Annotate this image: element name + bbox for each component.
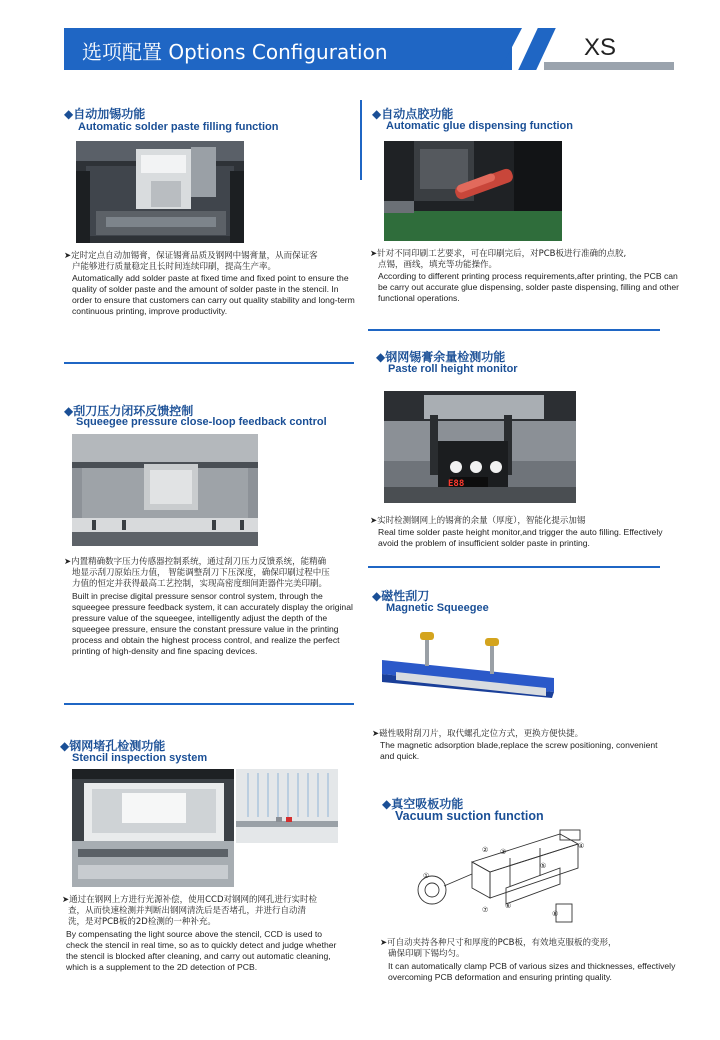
vacuum-callout-1: ① [423, 872, 430, 880]
magnetic-desc-en: The magnetic adsorption blade,replace the screw positioning, convenient and quick. [380, 740, 658, 761]
squeegee-pressure-desc-en: Built in precise digital pressure sensor control system, through the squeegee pressure feedback system, it can accurately display the original pressure value of the squeegee, intelligently adjust the depth of the squeegee pressure, ensure the constant pressure value in the printing process and obtain the highest process control, and realize the perfect printing of high-density and fine spacing devices. [72, 591, 353, 656]
glue-title-en: Automatic glue dispensing function [386, 120, 573, 132]
vacuum-callout-2: ② [482, 846, 489, 854]
column-divider [360, 100, 362, 180]
vacuum-callout-6: ⑥ [505, 902, 512, 910]
vacuum-callout-4: ④ [578, 842, 585, 850]
vacuum-desc-cn-1: ➤可自动夹持各种尺寸和厚度的PCB板，有效地克服板的变形， [380, 938, 617, 948]
squeegee-pressure-title-en: Squeegee pressure close-loop feedback control [76, 416, 327, 428]
stencil-title-en: Stencil inspection system [72, 752, 208, 764]
section-divider [368, 566, 660, 568]
squeegee-pressure-desc-cn-3: 力值的恒定并获得最高工艺控制，实现高密度细间距器件完美印刷。 [72, 579, 328, 589]
solder-fill-desc-cn-1: ➤定时定点自动加锡膏，保证锡膏品质及钢网中锡膏量，从而保证客 [64, 251, 318, 261]
section-divider [368, 329, 660, 331]
vacuum-desc-cn-2: 确保印刷下锡均匀。 [388, 949, 465, 959]
squeegee-pressure-desc-cn-2: 地显示刮刀原始压力值， 智能调整刮刀下压深度，确保印刷过程中压 [72, 568, 330, 578]
vacuum-callout-3: ③ [500, 848, 507, 856]
section-divider [64, 362, 354, 364]
glue-desc-en: According to different printing process requirements,after printing, the PCB can be carry out accurate glue dispensing, solder paste dispensing, filling and other functional operations. [378, 271, 679, 303]
paste-roll-title-en: Paste roll height monitor [388, 363, 518, 375]
stencil-photo [72, 769, 234, 887]
stencil-detection-image [236, 769, 338, 843]
vacuum-title-en: Vacuum suction function [395, 809, 544, 823]
vacuum-callout-8: ⑧ [552, 910, 559, 918]
paste-roll-desc-en: Real time solder paste height monitor,and trigger the auto filling. Effectively avoid the problem of insufficient solder paste in printing. [378, 527, 663, 548]
paste-roll-desc-cn: ➤实时检测钢网上的锡膏的余量（厚度），智能化提示加锡 [370, 516, 586, 526]
vacuum-callout-5: ⑤ [540, 862, 547, 870]
vacuum-title-cn: ◆真空吸板功能 [382, 797, 464, 811]
stencil-desc-en: By compensating the light source above the stencil, CCD is used to check the stencil in real time, so as to quickly detect and judge whether the stencil is blocked after cleaning, and carry out automatic cleaning, which is a supplement to the 2D detection of PCB. [66, 929, 337, 972]
page-title: 选项配置 Options Configuration [82, 40, 388, 64]
vacuum-callout-7: ⑦ [482, 906, 489, 914]
glue-desc-cn-1: ➤针对不同印刷工艺要求，可在印刷完后，对PCB板进行准确的点胶, [370, 249, 627, 259]
magnetic-title-en: Magnetic Squeegee [386, 602, 489, 614]
stencil-desc-cn-1: ➤通过在钢网上方进行光源补偿，使用CCD对钢网的网孔进行实时检 [62, 895, 318, 905]
solder-fill-title-en: Automatic solder paste filling function [78, 121, 279, 133]
squeegee-pressure-title-cn: ◆刮刀压力闭环反馈控制 [64, 404, 194, 418]
model-label: XS [584, 34, 617, 61]
squeegee-pressure-photo [72, 434, 258, 546]
vacuum-desc-en: It can automatically clamp PCB of various sizes and thicknesses, effectively overcoming PCB deformation and ensuring printing quality. [388, 961, 676, 982]
solder-fill-desc-cn-2: 户能够进行质量稳定且长时间连续印刷，提高生产率。 [72, 262, 277, 272]
glue-desc-cn-2: 点锡，画线，填充等功能操作。 [378, 260, 498, 270]
magnetic-title-cn: ◆磁性刮刀 [372, 589, 430, 603]
header-gray-stripe [544, 62, 674, 70]
vacuum-diagram [410, 828, 586, 930]
paste-roll-photo [384, 391, 576, 503]
magnetic-squeegee-photo [376, 626, 560, 708]
stencil-title-cn: ◆钢网堵孔检测功能 [60, 739, 166, 753]
paste-roll-title-cn: ◆钢网锡膏余量检测功能 [376, 350, 506, 364]
glue-title-cn: ◆自动点胶功能 [372, 107, 454, 121]
stencil-desc-cn-3: 洗，是对PCB板的2D检测的一种补充。 [68, 917, 216, 927]
solder-fill-desc-en: Automatically add solder paste at fixed time and fixed point to ensure the quality of solder paste and the amount of solder paste in the stencil. In order to ensure that customers can carry out quality stability and long-term continuous printing, improve productivity. [72, 273, 355, 316]
solder-fill-photo [76, 141, 244, 243]
squeegee-pressure-desc-cn-1: ➤内置精确数字压力传感器控制系统，通过刮刀压力反馈系统，能精确 [64, 557, 327, 567]
magnetic-desc-cn: ➤磁性吸附刮刀片，取代螺孔定位方式，更换方便快捷。 [372, 729, 584, 739]
glue-photo [384, 141, 562, 241]
section-divider [64, 703, 354, 705]
paste-roll-display: E88 [448, 479, 465, 489]
stencil-desc-cn-2: 查，从而快速检测并判断出钢网清洗后是否堵孔，并进行自动清 [68, 906, 307, 916]
header-bar-slant [500, 28, 522, 70]
solder-fill-title-cn: ◆自动加锡功能 [64, 107, 146, 121]
